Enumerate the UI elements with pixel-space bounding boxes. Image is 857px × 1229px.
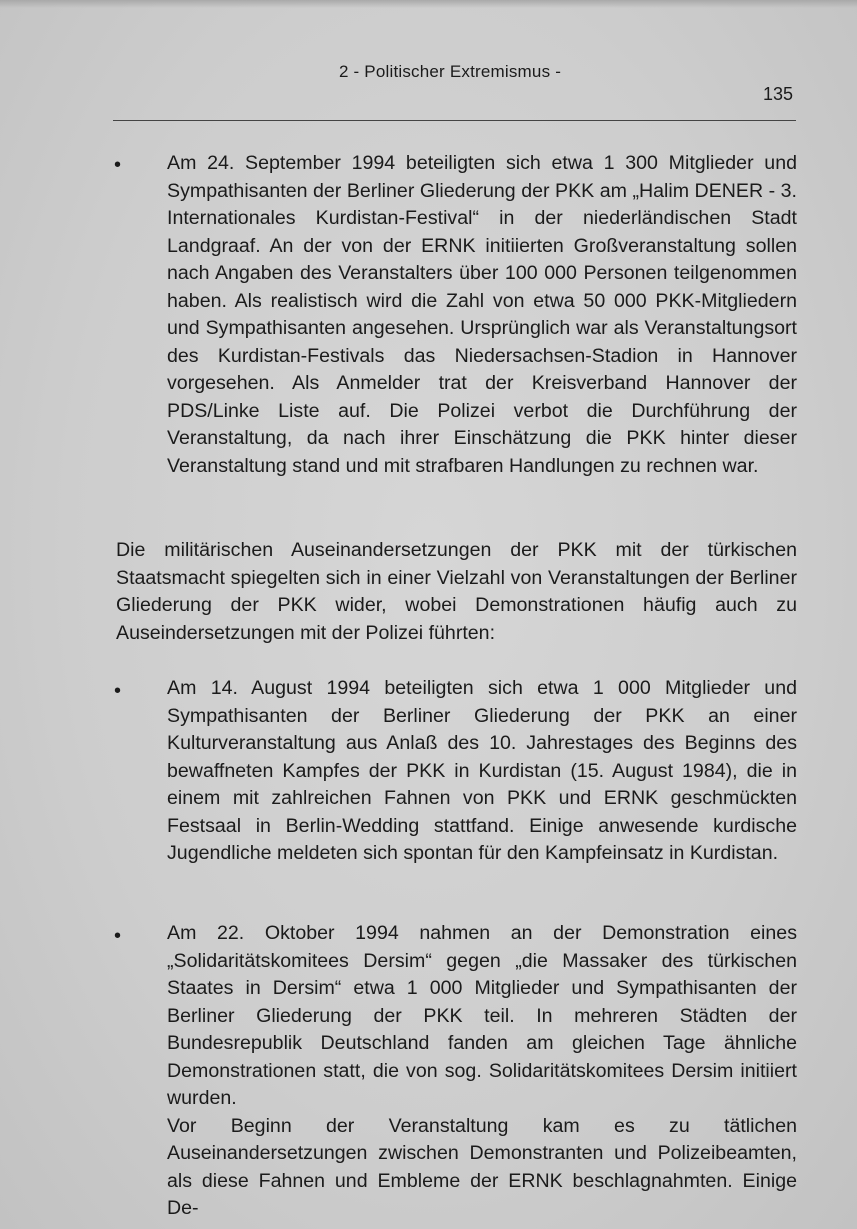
running-head: 2 - Politischer Extremismus - [338,62,562,81]
bullet-dot: • [114,680,122,702]
bullet-item-anniversary [167,675,797,868]
page-number: 135 [763,84,794,104]
body-paragraph [116,537,797,647]
bullet-item-text: Am 24. September 1994 beteiligten sich etwa 1 300 Mitglieder und Sympathisanten der Berliner Gliederung der PKK am „Halim DENER - 3. Internationales Kurdistan-Festival“ in der niederländischen Stadt Landgraaf. An der von der ERNK initiierten Großveranstaltung sollen nach Angaben des Veranstalters über 100 000 Personen teilgenommen haben. Als realistisch wird die Zahl von etwa 50 000 PKK-Mitgliedern und Sympathisanten angesehen. Ursprünglich war als Veranstaltungsort des Kurdistan-Festivals das Niedersachsen-Stadion in Hannover vorgesehen. Als Anmelder trat der Kreisverband Hannover der PDS/Linke Liste auf. Die Polizei verbot die Durchführung der Veranstaltung, da nach ihrer Einschätzung die PKK hinter dieser Veranstaltung stand und mit strafbaren Handlungen zu rechnen war. [167,152,797,477]
bullet-item-text-continued: Vor Beginn der Veranstaltung kam es zu tätlichen Auseinandersetzungen zwischen Demonstranten und Polizeibeamten, als diese Fahnen und Embleme der ERNK beschlagnahmten. Einige De- [167,1114,797,1219]
paragraph-text: Die militärischen Auseinandersetzungen der PKK mit der türkischen Staatsmacht spiegelten sich in einer Vielzahl von Veranstaltungen der Berliner Gliederung der PKK wider, wobei Demonstrationen häufig auch zu Auseindersetzungen mit der Polizei führten: [116,539,797,644]
bullet-item-text: Am 22. Oktober 1994 nahmen an der Demonstration eines „Solidaritätskomitees Dersim“ gegen „die Massaker des türkischen Staates in Dersim“ etwa 1 000 Mitglieder und Sympathisanten der Berliner Gliederung der PKK teil. In mehreren Städten der Bundesrepublik Deutschland fanden am gleichen Tage ähnliche Demonstrationen statt, die von sog. Solidaritätskomitees Dersim initiiert wurden. [167,922,797,1109]
bullet-dot: • [114,154,122,176]
scan-edge-shadow [0,0,857,8]
bullet-item-text: Am 14. August 1994 beteiligten sich etwa 1 000 Mitglieder und Sympathisanten der Berliner Gliederung der PKK an einer Kulturveranstaltung aus Anlaß des 10. Jahrestages des Beginns des bewaffneten Kampfes der PKK in Kurdistan (15. August 1984), die in einem mit zahlreichen Fahnen von PKK und ERNK geschmückten Festsaal in Berlin-Wedding stattfand. Einige anwesende kurdische Jugendliche meldeten sich spontan für den Kampfeinsatz in Kurdistan. [167,677,797,864]
header-rule [113,120,796,121]
bullet-item-demonstration [167,920,797,1223]
bullet-item-festival [167,150,797,480]
bullet-dot: • [114,925,122,947]
